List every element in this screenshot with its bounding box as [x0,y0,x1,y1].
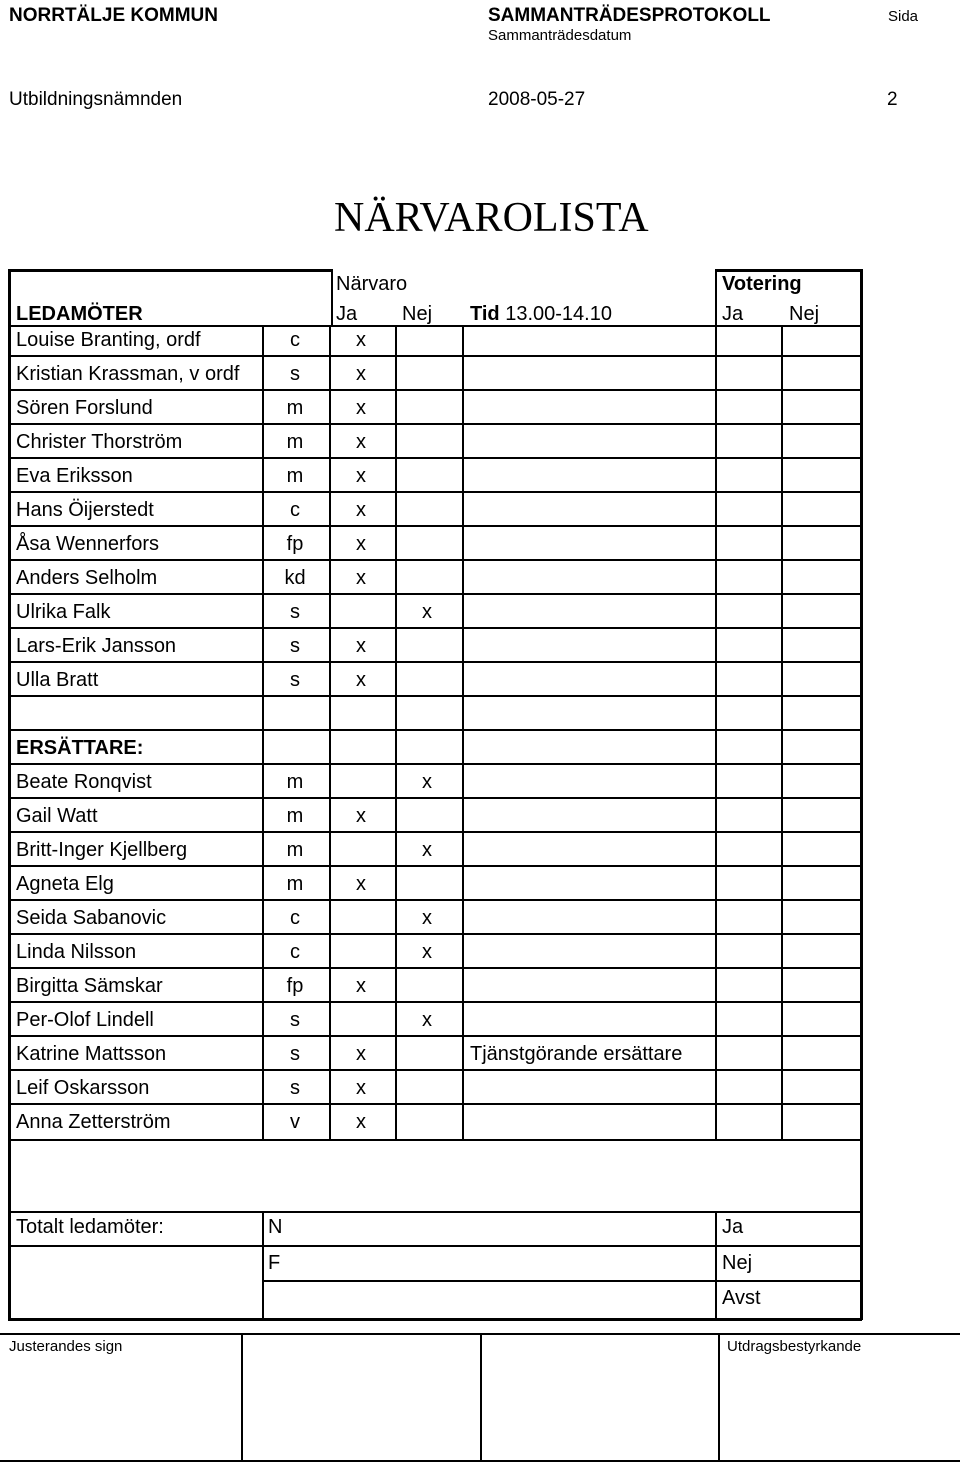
table-rule [715,326,717,1141]
date-label: Sammanträdesdatum [488,27,632,44]
table-rule [8,661,860,663]
table-rule [262,1280,860,1282]
party-code: c [290,329,300,351]
person-name: Birgitta Sämskar [16,975,163,997]
narvaro-ja-heading: Ja [336,303,358,325]
table-rule [8,865,860,867]
absent-mark: x [422,907,432,929]
absent-mark: x [422,839,432,861]
table-rule [8,1139,860,1141]
document-type: SAMMANTRÄDESPROTOKOLL [488,5,771,26]
person-name: Anders Selholm [16,567,158,589]
person-name: Ulla Bratt [16,669,99,691]
table-rule [8,797,860,799]
party-code: m [286,771,304,793]
present-mark: x [356,499,366,521]
table-rule [331,269,333,326]
table-rule [8,899,860,901]
table-rule [8,1103,860,1105]
table-rule [8,269,11,1320]
party-code: s [290,1077,300,1099]
total-nej-label: Nej [722,1252,753,1274]
municipality-name: NORRTÄLJE KOMMUN [9,5,218,26]
table-rule [8,269,331,272]
table-rule [8,729,860,731]
person-name: Lars-Erik Jansson [16,635,177,657]
table-rule [8,763,860,765]
present-mark: x [356,397,366,419]
narvaro-nej-heading: Nej [402,303,433,325]
table-rule [8,1245,860,1247]
present-mark: x [356,567,366,589]
present-mark: x [356,465,366,487]
party-code: m [286,397,304,419]
time-label: Tid [470,303,500,325]
table-rule [715,269,717,326]
page-title: NÄRVAROLISTA [334,195,649,241]
party-code: s [290,1043,300,1065]
table-rule [8,593,860,595]
present-mark: x [356,975,366,997]
table-rule [8,627,860,629]
members-heading: LEDAMÖTER [16,303,143,325]
time-value: 13.00-14.10 [505,303,612,325]
votering-ja-heading: Ja [722,303,744,325]
table-rule [480,1333,482,1460]
party-code: c [290,941,300,963]
present-mark: x [356,1043,366,1065]
table-rule [395,326,397,1141]
party-code: c [290,907,300,929]
extract-label: Utdragsbestyrkande [727,1338,862,1355]
time-range [470,303,612,326]
row-note: Tjänstgörande ersättare [470,1043,683,1065]
present-mark: x [356,1111,366,1133]
party-code: fp [286,533,304,555]
person-name: Britt-Inger Kjellberg [16,839,188,861]
present-mark: x [356,669,366,691]
table-rule [8,1035,860,1037]
party-code: c [290,499,300,521]
party-code: m [286,873,304,895]
party-code: m [286,839,304,861]
present-mark: x [356,873,366,895]
narvaro-heading: Närvaro [336,273,408,295]
person-name: Sören Forslund [16,397,153,419]
table-rule [8,389,860,391]
person-name: Gail Watt [16,805,98,827]
table-rule [8,967,860,969]
person-name: Ulrika Falk [16,601,111,623]
person-name: Linda Nilsson [16,941,137,963]
page-number: 2 [887,89,898,110]
total-n-label: N [268,1216,283,1238]
absent-mark: x [422,1009,432,1031]
table-rule [8,831,860,833]
table-rule [8,423,860,425]
table-rule [8,559,860,561]
votering-heading: Votering [722,273,802,295]
page-label: Sida [888,8,919,25]
table-rule [8,1211,860,1213]
table-rule [241,1333,243,1460]
table-rule [329,326,331,1141]
present-mark: x [356,363,366,385]
table-rule [8,491,860,493]
person-name: Kristian Krassman, v ordf [16,363,240,385]
person-name: Beate Ronqvist [16,771,152,793]
table-rule [715,269,862,272]
present-mark: x [356,533,366,555]
table-rule [715,1211,717,1320]
present-mark: x [356,329,366,351]
party-code: s [290,601,300,623]
person-name: Christer Thorström [16,431,183,453]
present-mark: x [356,805,366,827]
party-code: v [290,1111,300,1133]
committee-name: Utbildningsnämnden [9,89,183,110]
substitutes-heading: ERSÄTTARE: [16,737,144,759]
table-rule [8,1001,860,1003]
totals-label: Totalt ledamöter: [16,1216,164,1238]
person-name: Agneta Elg [16,873,114,895]
party-code: s [290,363,300,385]
votering-nej-heading: Nej [789,303,820,325]
table-rule [8,933,860,935]
party-code: s [290,1009,300,1031]
person-name: Per-Olof Lindell [16,1009,154,1031]
party-code: s [290,669,300,691]
table-rule [8,1318,862,1321]
table-rule [860,269,863,1320]
party-code: fp [286,975,304,997]
party-code: kd [284,567,306,589]
signature-label: Justerandes sign [9,1338,123,1355]
table-rule [462,326,464,1141]
absent-mark: x [422,601,432,623]
party-code: m [286,431,304,453]
meeting-date: 2008-05-27 [488,89,586,110]
person-name: Anna Zetterström [16,1111,171,1133]
total-ja-label: Ja [722,1216,744,1238]
table-rule [718,1333,720,1460]
absent-mark: x [422,941,432,963]
table-rule [8,695,860,697]
table-rule [8,355,860,357]
absent-mark: x [422,771,432,793]
person-name: Louise Branting, ordf [16,329,201,351]
table-rule [8,525,860,527]
party-code: m [286,465,304,487]
person-name: Eva Eriksson [16,465,133,487]
table-rule [0,1460,960,1462]
present-mark: x [356,431,366,453]
table-rule [781,326,783,1141]
table-rule [8,1069,860,1071]
person-name: Leif Oskarsson [16,1077,150,1099]
party-code: s [290,635,300,657]
total-avst-label: Avst [722,1287,761,1309]
person-name: Seida Sabanovic [16,907,167,929]
person-name: Åsa Wennerfors [16,533,160,555]
party-code: m [286,805,304,827]
present-mark: x [356,635,366,657]
table-rule [8,457,860,459]
total-f-label: F [268,1252,281,1274]
present-mark: x [356,1077,366,1099]
person-name: Katrine Mattsson [16,1043,167,1065]
person-name: Hans Öijerstedt [16,499,154,521]
table-rule [262,1211,264,1320]
